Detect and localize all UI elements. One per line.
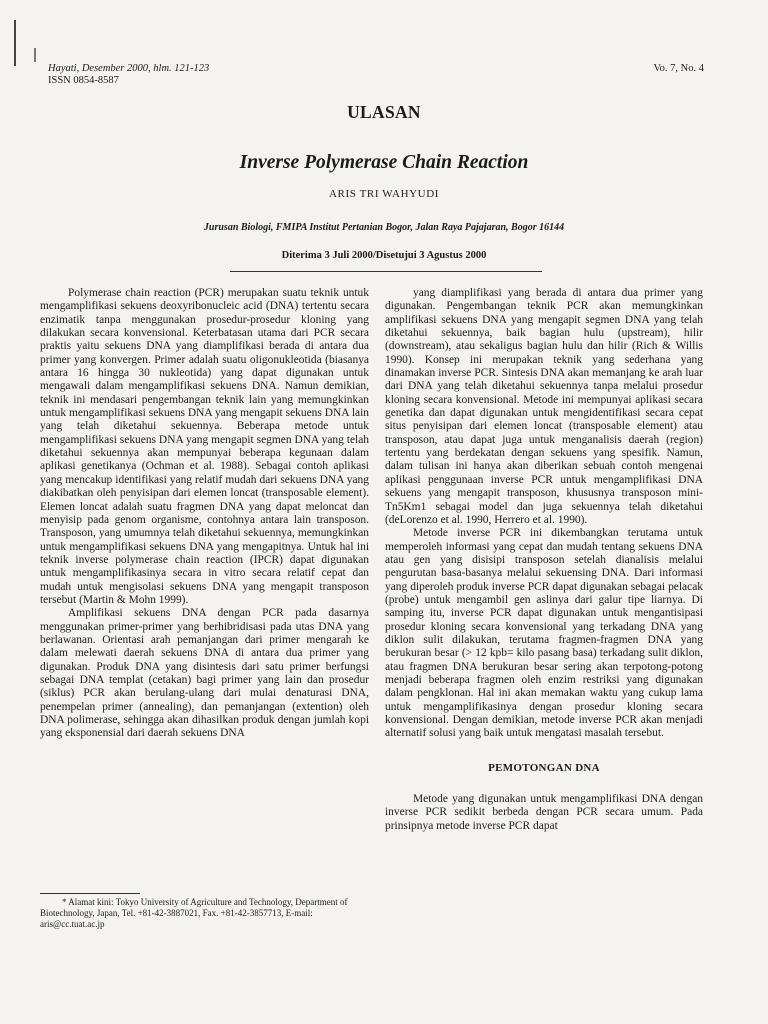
- left-column: [40, 287, 369, 741]
- margin-mark: [14, 20, 16, 66]
- right-column: [385, 287, 703, 833]
- section-label: ULASAN: [347, 102, 421, 122]
- section-heading: PEMOTONGAN DNA: [488, 761, 600, 774]
- paragraph: Metode inverse PCR ini dikembangkan terutama untuk memperoleh informasi yang cepat dan mudah tentang sekuens DNA atau gen yang disisipi transposon setelah dianalisis melalui pengurutan basa-basanya melalui sekuensing DNA. Dari informasi yang diperoleh produk inverse PCR dapat digunakan sebagai pelacak (probe) untuk mengambil gen aslinya dari galur tipe liarnya. Di samping itu, inverse PCR dapat digunakan untuk mengantisipasi prosedur kloning secara konvensional yang terkadang DNA yang diklon sulit dilakukan, terutama fragmen-fragmen DNA yang berukuran besar (> 12 kpb= kilo pasang basa) terkadang sulit diklon, atau fragmen DNA berukuran besar sering akan terpotong-potong menjadi beberapa fragmen oleh enzim restriksi yang digunakan dalam pengklonan. Hal ini akan memakan waktu yang cukup lama untuk mengamplifikasinya dengan prosedur kloning secara konvensional. Dengan demikian, metode inverse PCR akan menjadi alternatif solusi yang baik untuk mengatasi masalah tersebut.: [385, 527, 703, 740]
- paragraph: Metode yang digunakan untuk mengamplifikasi DNA dengan inverse PCR sedikit berbeda dengan PCR secara umum. Pada prinsipnya metode inverse PCR dapat: [385, 793, 703, 832]
- issn: ISSN 0854-8587: [48, 75, 119, 86]
- footnote: * Alamat kini: Tokyo University of Agriculture and Technology, Department of Biotechnology, Japan, Tel. +81-42-3887021, Fax. +81-42-3857713, E-mail: aris@cc.tuat.ac.jp: [40, 897, 348, 929]
- paragraph: Polymerase chain reaction (PCR) merupakan suatu teknik untuk mengamplifikasi sekuens deoxyribonucleic acid (DNA) tertentu secara enzimatik tanpa menggunakan prosedur-prosedur kloning yang dilakukan secara konvensional. Keterbatasan utama dari PCR secara praktis yaitu sekuens DNA yang diamplifikasi berada di antara dua primer yang konvergen. Primer adalah suatu oligonukleotida (biasanya antara 16 hingga 30 nukleotida) yang dapat digunakan untuk mengawali dalam mengamplifikasi sekuens DNA. Namun demikian, teknik ini mendasari pengembangan teknik lain yang memungkinkan untuk mengamplifikasi sekuens DNA yang mengapit sekuens DNA lain yang telah diketahui sekuennya. Beberapa metode untuk mengamplifikasi sekuens DNA yang mengapit segmen DNA yang telah diketahui sekuennya akan mempunyai beberapa kegunaan dalam aplikasi genetikanya (Ochman et al. 1988). Sebagai contoh aplikasi yang mencakup identifikasi yang relatif mudah dari sekuens DNA yang diakibatkan oleh penyisipan dari elemen loncat (transposable element). Elemen loncat adalah suatu fragmen DNA yang dapat meloncat dan menyisip pada genom organisme, contohnya antara lain transposon. Transposon, yang umumnya telah diketahui sekuennya, memungkinkan untuk mengamplifikasi sekuens DNA yang mengapitnya. Untuk hal ini teknik inverse polymerase chain reaction (IPCR) dapat digunakan untuk mengamplifikasinya secara in vitro secara relatif cepat dan mudah untuk mengisolasi sekuens DNA yang mengapit transposon tersebut (Martin & Mohn 1999).: [40, 287, 369, 606]
- author: ARIS TRI WAHYUDI: [328, 188, 440, 200]
- paragraph-continued: yang diamplifikasi yang berada di antara dua primer yang digunakan. Pengembangan teknik PCR akan memungkinkan amplifikasi sekuens DNA yang mengapit segmen DNA yang telah diketahui sekuennya, baik bagian hulu (upstream), hilir (downstream), atau sekaligus bagian hulu dan hilir (Rich & Willis 1990). Konsep ini merupakan teknik yang sederhana yang dinamakan inverse PCR. Sintesis DNA akan memanjang ke arah luar dari DNA yang telah diketahui sekuennya tanpa melalui prosedur kloning secara konvensional. Metode ini mempunyai aplikasi secara genetika dan dapat digunakan untuk mengidentifikasi secara cepat situs penyisipan dari elemen loncat (transposable element) atau transposon, atau dapat juga untuk menganalisis daerah (region) tertentu yang berdekatan dengan sekuens yang spesifik. Namun, dalam tulisan ini hanya akan diberikan sebuah contoh mengenai aplikasi penggunaan inverse PCR untuk mengamplifikasi DNA sekuens yang mengapit transposon, khususnya transposon mini-Tn5Km1 sebagai model dan juga sekuennya telah diketahui (deLorenzo et al. 1990, Herrero et al. 1990).: [385, 287, 703, 526]
- journal-line: Hayati, Desember 2000, hlm. 121-123: [48, 63, 210, 74]
- received-date: Diterima 3 Juli 2000/Disetujui 3 Agustus 2000: [281, 250, 487, 261]
- margin-dot: [34, 48, 36, 62]
- paragraph: Amplifikasi sekuens DNA dengan PCR pada dasarnya menggunakan primer-primer yang berhibridisasi pada utas DNA yang berlawanan. Orientasi arah pemanjangan dari primer mengarah ke dalam melewati daerah sekuens DNA di antara dua primer yang digunakan. Produk DNA yang disintesis dari satu primer berfungsi sebagai DNA templat (cetakan) bagi primer yang lain dan prosedur (siklus) PCR akan berulang-ulang dari mulai denaturasi DNA, penempelan primer (annealing), dan pemanjangan (extention) oleh DNA polimerase, sehingga akan dihasilkan produk dengan jumlah kopi yang eksponensial dari daerah sekuens DNA: [40, 607, 369, 740]
- title-rule: [230, 271, 542, 272]
- journal-citation: [48, 63, 209, 87]
- affiliation: Jurusan Biologi, FMIPA Institut Pertanian Bogor, Jalan Raya Pajajaran, Bogor 16144: [203, 222, 565, 233]
- footnote-rule: [40, 893, 140, 894]
- volume-number: Vo. 7, No. 4: [653, 63, 704, 74]
- article-title: Inverse Polymerase Chain Reaction: [239, 152, 529, 173]
